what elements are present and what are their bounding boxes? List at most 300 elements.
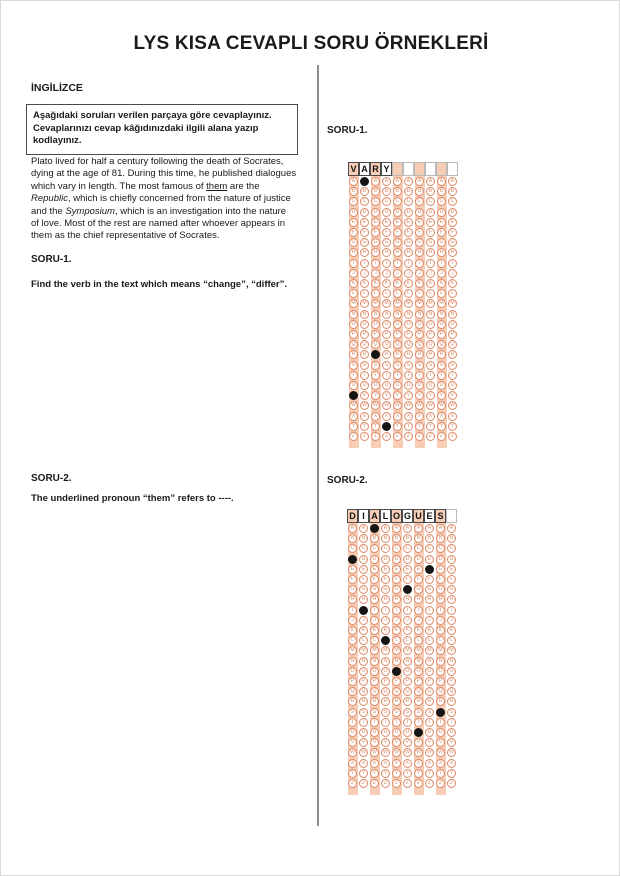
bubble-Q-col6[interactable]: Q [404, 340, 413, 349]
bubble-T-col6[interactable]: T [403, 718, 412, 727]
bubble-F-col2[interactable]: F [359, 575, 368, 584]
bubble-M-col7[interactable]: M [415, 299, 424, 308]
bubble-Z-col3[interactable]: Z [371, 432, 380, 441]
bubble-D-col4[interactable]: D [381, 555, 390, 564]
bubble-W-col10[interactable]: W [448, 401, 457, 410]
bubble-E-col9[interactable]: E [437, 218, 446, 227]
bubble-X-col4[interactable]: X [382, 412, 391, 421]
bubble-C-col5[interactable]: C [393, 197, 402, 206]
bubble-N-col5[interactable]: N [393, 310, 402, 319]
bubble-H-col1[interactable]: H [348, 595, 357, 604]
bubble-G-col1[interactable]: G [348, 585, 357, 594]
bubble-E-col5[interactable]: E [393, 218, 402, 227]
bubble-A-col1[interactable]: A [348, 524, 357, 533]
bubble-W-col3[interactable]: W [370, 748, 379, 757]
bubble-Q-col3[interactable]: Q [371, 340, 380, 349]
bubble-Y-col5[interactable]: Y [392, 769, 401, 778]
bubble-H-col7[interactable]: H [414, 595, 423, 604]
bubble-marked-L-col4[interactable] [381, 636, 390, 645]
bubble-K-col4[interactable]: K [382, 279, 391, 288]
bubble-R-col7[interactable]: R [414, 697, 423, 706]
bubble-D-col2[interactable]: D [359, 555, 368, 564]
bubble-G-col6[interactable]: G [404, 238, 413, 247]
bubble-Y-col7[interactable]: Y [415, 422, 424, 431]
bubble-Q-col6[interactable]: Q [403, 687, 412, 696]
bubble-D-col2[interactable]: D [360, 208, 369, 217]
bubble-marked-A-col2[interactable] [360, 177, 369, 186]
bubble-U-col10[interactable]: U [448, 381, 457, 390]
bubble-C-col10[interactable]: C [448, 197, 457, 206]
bubble-U-col3[interactable]: U [371, 381, 380, 390]
bubble-T-col1[interactable]: T [349, 371, 358, 380]
bubble-Q-col7[interactable]: Q [414, 687, 423, 696]
bubble-I-col5[interactable]: I [393, 259, 402, 268]
bubble-L-col9[interactable]: L [436, 636, 445, 645]
bubble-E-col2[interactable]: E [360, 218, 369, 227]
bubble-I-col4[interactable]: I [382, 259, 391, 268]
bubble-marked-O-col5[interactable] [392, 667, 401, 676]
bubble-E-col10[interactable]: E [447, 565, 456, 574]
bubble-W-col10[interactable]: W [447, 748, 456, 757]
bubble-F-col3[interactable]: F [371, 228, 380, 237]
bubble-B-col3[interactable]: B [371, 187, 380, 196]
bubble-P-col6[interactable]: P [403, 677, 412, 686]
bubble-H-col10[interactable]: H [448, 248, 457, 257]
bubble-A-col6[interactable]: A [403, 524, 412, 533]
bubble-U-col5[interactable]: U [393, 381, 402, 390]
bubble-I-col9[interactable]: I [436, 606, 445, 615]
bubble-Z-col4[interactable]: Z [382, 432, 391, 441]
bubble-T-col4[interactable]: T [381, 718, 390, 727]
bubble-R-col9[interactable]: R [437, 350, 446, 359]
bubble-W-col2[interactable]: W [360, 401, 369, 410]
bubble-X-col4[interactable]: X [381, 759, 390, 768]
bubble-P-col2[interactable]: P [360, 330, 369, 339]
bubble-W-col1[interactable]: W [348, 748, 357, 757]
bubble-K-col8[interactable]: K [426, 279, 435, 288]
bubble-G-col9[interactable]: G [437, 238, 446, 247]
bubble-P-col4[interactable]: P [381, 677, 390, 686]
bubble-Y-col5[interactable]: Y [393, 422, 402, 431]
bubble-G-col8[interactable]: G [426, 238, 435, 247]
bubble-A-col1[interactable]: A [349, 177, 358, 186]
bubble-W-col8[interactable]: W [425, 748, 434, 757]
bubble-R-col6[interactable]: R [403, 697, 412, 706]
bubble-N-col4[interactable]: N [381, 657, 390, 666]
bubble-H-col9[interactable]: H [436, 595, 445, 604]
bubble-K-col2[interactable]: K [360, 279, 369, 288]
bubble-Z-col2[interactable]: Z [360, 432, 369, 441]
bubble-O-col8[interactable]: O [426, 320, 435, 329]
bubble-T-col9[interactable]: T [436, 718, 445, 727]
bubble-J-col6[interactable]: J [403, 616, 412, 625]
bubble-H-col5[interactable]: H [392, 595, 401, 604]
bubble-U-col6[interactable]: U [404, 381, 413, 390]
bubble-W-col7[interactable]: W [414, 748, 423, 757]
bubble-K-col1[interactable]: K [348, 626, 357, 635]
bubble-I-col7[interactable]: I [415, 259, 424, 268]
bubble-H-col2[interactable]: H [360, 248, 369, 257]
bubble-D-col5[interactable]: D [393, 208, 402, 217]
bubble-V-col4[interactable]: V [381, 738, 390, 747]
bubble-X-col9[interactable]: X [437, 412, 446, 421]
bubble-R-col5[interactable]: R [393, 350, 402, 359]
bubble-A-col7[interactable]: A [414, 524, 423, 533]
bubble-C-col1[interactable]: C [348, 544, 357, 553]
bubble-K-col10[interactable]: K [447, 626, 456, 635]
bubble-X-col3[interactable]: X [371, 412, 380, 421]
bubble-L-col7[interactable]: L [414, 636, 423, 645]
bubble-M-col6[interactable]: M [404, 299, 413, 308]
bubble-Q-col8[interactable]: Q [426, 340, 435, 349]
bubble-J-col10[interactable]: J [448, 269, 457, 278]
bubble-R-col7[interactable]: R [415, 350, 424, 359]
bubble-Y-col10[interactable]: Y [448, 422, 457, 431]
bubble-S-col5[interactable]: S [393, 361, 402, 370]
bubble-H-col1[interactable]: H [349, 248, 358, 257]
bubble-C-col8[interactable]: C [425, 544, 434, 553]
bubble-K-col5[interactable]: K [393, 279, 402, 288]
bubble-S-col2[interactable]: S [360, 361, 369, 370]
bubble-D-col6[interactable]: D [403, 555, 412, 564]
bubble-C-col4[interactable]: C [382, 197, 391, 206]
bubble-F-col6[interactable]: F [403, 575, 412, 584]
bubble-M-col8[interactable]: M [426, 299, 435, 308]
bubble-O-col7[interactable]: O [414, 667, 423, 676]
bubble-S-col7[interactable]: S [414, 708, 423, 717]
bubble-P-col9[interactable]: P [436, 677, 445, 686]
bubble-V-col1[interactable]: V [348, 738, 357, 747]
bubble-Z-col7[interactable]: Z [414, 779, 423, 788]
bubble-I-col8[interactable]: I [425, 606, 434, 615]
bubble-U-col1[interactable]: U [348, 728, 357, 737]
bubble-L-col6[interactable]: L [404, 289, 413, 298]
bubble-T-col5[interactable]: T [393, 371, 402, 380]
bubble-E-col8[interactable]: E [426, 218, 435, 227]
bubble-R-col1[interactable]: R [348, 697, 357, 706]
bubble-B-col9[interactable]: B [437, 187, 446, 196]
bubble-Z-col9[interactable]: Z [437, 432, 446, 441]
bubble-B-col3[interactable]: B [370, 534, 379, 543]
bubble-R-col9[interactable]: R [436, 697, 445, 706]
bubble-A-col4[interactable]: A [381, 524, 390, 533]
bubble-A-col7[interactable]: A [415, 177, 424, 186]
bubble-L-col1[interactable]: L [348, 636, 357, 645]
bubble-L-col9[interactable]: L [437, 289, 446, 298]
bubble-U-col5[interactable]: U [392, 728, 401, 737]
bubble-X-col10[interactable]: X [447, 759, 456, 768]
bubble-D-col4[interactable]: D [382, 208, 391, 217]
bubble-V-col10[interactable]: V [447, 738, 456, 747]
bubble-L-col8[interactable]: L [425, 636, 434, 645]
bubble-D-col10[interactable]: D [448, 208, 457, 217]
bubble-E-col6[interactable]: E [404, 218, 413, 227]
bubble-N-col2[interactable]: N [360, 310, 369, 319]
bubble-X-col7[interactable]: X [414, 759, 423, 768]
bubble-G-col10[interactable]: G [447, 585, 456, 594]
bubble-W-col2[interactable]: W [359, 748, 368, 757]
bubble-I-col2[interactable]: I [360, 259, 369, 268]
bubble-X-col5[interactable]: X [392, 759, 401, 768]
bubble-O-col9[interactable]: O [436, 667, 445, 676]
bubble-H-col2[interactable]: H [359, 595, 368, 604]
bubble-A-col6[interactable]: A [404, 177, 413, 186]
bubble-G-col5[interactable]: G [393, 238, 402, 247]
bubble-F-col9[interactable]: F [437, 228, 446, 237]
bubble-T-col8[interactable]: T [425, 718, 434, 727]
bubble-T-col5[interactable]: T [392, 718, 401, 727]
answer-letter-box-Y[interactable]: Y [381, 162, 392, 176]
bubble-Z-col5[interactable]: Z [392, 779, 401, 788]
bubble-V-col6[interactable]: V [404, 391, 413, 400]
bubble-O-col7[interactable]: O [415, 320, 424, 329]
bubble-F-col2[interactable]: F [360, 228, 369, 237]
bubble-G-col5[interactable]: G [392, 585, 401, 594]
answer-letter-box-empty[interactable] [447, 162, 458, 176]
bubble-B-col1[interactable]: B [348, 534, 357, 543]
bubble-C-col7[interactable]: C [415, 197, 424, 206]
bubble-N-col7[interactable]: N [415, 310, 424, 319]
bubble-T-col4[interactable]: T [382, 371, 391, 380]
bubble-A-col5[interactable]: A [393, 177, 402, 186]
bubble-Y-col7[interactable]: Y [414, 769, 423, 778]
answer-letter-box-O[interactable]: O [392, 511, 400, 521]
bubble-A-col4[interactable]: A [382, 177, 391, 186]
bubble-U-col9[interactable]: U [436, 728, 445, 737]
bubble-I-col1[interactable]: I [349, 259, 358, 268]
answer-letter-box-empty[interactable] [425, 162, 436, 176]
bubble-Z-col1[interactable]: Z [348, 779, 357, 788]
bubble-G-col2[interactable]: G [360, 238, 369, 247]
bubble-B-col10[interactable]: B [448, 187, 457, 196]
bubble-B-col9[interactable]: B [436, 534, 445, 543]
bubble-X-col10[interactable]: X [448, 412, 457, 421]
bubble-M-col2[interactable]: M [359, 646, 368, 655]
bubble-G-col9[interactable]: G [436, 585, 445, 594]
bubble-M-col4[interactable]: M [381, 646, 390, 655]
bubble-L-col3[interactable]: L [371, 289, 380, 298]
bubble-P-col6[interactable]: P [404, 330, 413, 339]
bubble-K-col10[interactable]: K [448, 279, 457, 288]
bubble-I-col5[interactable]: I [392, 606, 401, 615]
bubble-X-col8[interactable]: X [425, 759, 434, 768]
bubble-W-col6[interactable]: W [403, 748, 412, 757]
bubble-F-col6[interactable]: F [404, 228, 413, 237]
bubble-C-col3[interactable]: C [370, 544, 379, 553]
bubble-N-col10[interactable]: N [447, 657, 456, 666]
bubble-P-col4[interactable]: P [382, 330, 391, 339]
bubble-V-col4[interactable]: V [382, 391, 391, 400]
bubble-T-col1[interactable]: T [348, 718, 357, 727]
bubble-R-col5[interactable]: R [392, 697, 401, 706]
bubble-W-col4[interactable]: W [382, 401, 391, 410]
bubble-H-col9[interactable]: H [437, 248, 446, 257]
bubble-M-col4[interactable]: M [382, 299, 391, 308]
bubble-marked-I-col2[interactable] [359, 606, 368, 615]
bubble-L-col3[interactable]: L [370, 636, 379, 645]
bubble-C-col9[interactable]: C [436, 544, 445, 553]
bubble-E-col5[interactable]: E [392, 565, 401, 574]
bubble-D-col8[interactable]: D [425, 555, 434, 564]
bubble-M-col3[interactable]: M [370, 646, 379, 655]
bubble-S-col8[interactable]: S [425, 708, 434, 717]
bubble-J-col4[interactable]: J [381, 616, 390, 625]
bubble-Z-col10[interactable]: Z [448, 432, 457, 441]
bubble-G-col3[interactable]: G [371, 238, 380, 247]
bubble-F-col4[interactable]: F [382, 228, 391, 237]
bubble-J-col1[interactable]: J [349, 269, 358, 278]
bubble-Y-col8[interactable]: Y [425, 769, 434, 778]
bubble-O-col10[interactable]: O [448, 320, 457, 329]
bubble-A-col10[interactable]: A [448, 177, 457, 186]
answer-letter-box-R[interactable]: R [370, 162, 381, 176]
bubble-Q-col10[interactable]: Q [448, 340, 457, 349]
bubble-V-col8[interactable]: V [426, 391, 435, 400]
bubble-V-col2[interactable]: V [359, 738, 368, 747]
bubble-L-col6[interactable]: L [403, 636, 412, 645]
bubble-F-col1[interactable]: F [349, 228, 358, 237]
bubble-I-col4[interactable]: I [381, 606, 390, 615]
bubble-B-col5[interactable]: B [393, 187, 402, 196]
bubble-J-col2[interactable]: J [360, 269, 369, 278]
bubble-I-col6[interactable]: I [404, 259, 413, 268]
bubble-M-col10[interactable]: M [447, 646, 456, 655]
bubble-X-col6[interactable]: X [404, 412, 413, 421]
bubble-F-col9[interactable]: F [436, 575, 445, 584]
bubble-T-col3[interactable]: T [370, 718, 379, 727]
bubble-F-col7[interactable]: F [415, 228, 424, 237]
bubble-Q-col4[interactable]: Q [382, 340, 391, 349]
bubble-U-col2[interactable]: U [360, 381, 369, 390]
bubble-O-col6[interactable]: O [404, 320, 413, 329]
bubble-H-col3[interactable]: H [370, 595, 379, 604]
bubble-F-col10[interactable]: F [447, 575, 456, 584]
bubble-A-col8[interactable]: A [426, 177, 435, 186]
bubble-L-col5[interactable]: L [392, 636, 401, 645]
bubble-L-col2[interactable]: L [360, 289, 369, 298]
bubble-R-col10[interactable]: R [448, 350, 457, 359]
bubble-A-col3[interactable]: A [371, 177, 380, 186]
bubble-W-col9[interactable]: W [437, 401, 446, 410]
bubble-V-col3[interactable]: V [370, 738, 379, 747]
bubble-Z-col9[interactable]: Z [436, 779, 445, 788]
bubble-G-col8[interactable]: G [425, 585, 434, 594]
bubble-R-col8[interactable]: R [425, 697, 434, 706]
bubble-U-col10[interactable]: U [447, 728, 456, 737]
bubble-V-col5[interactable]: V [393, 391, 402, 400]
bubble-V-col8[interactable]: V [425, 738, 434, 747]
bubble-S-col3[interactable]: S [370, 708, 379, 717]
bubble-R-col4[interactable]: R [382, 350, 391, 359]
bubble-K-col8[interactable]: K [425, 626, 434, 635]
bubble-Z-col8[interactable]: Z [425, 779, 434, 788]
bubble-Z-col5[interactable]: Z [393, 432, 402, 441]
bubble-D-col3[interactable]: D [370, 555, 379, 564]
answer-letter-box-U[interactable]: U [413, 509, 424, 523]
bubble-R-col6[interactable]: R [404, 350, 413, 359]
bubble-O-col1[interactable]: O [348, 667, 357, 676]
bubble-V-col6[interactable]: V [403, 738, 412, 747]
bubble-Y-col2[interactable]: Y [360, 422, 369, 431]
bubble-J-col5[interactable]: J [393, 269, 402, 278]
bubble-N-col6[interactable]: N [403, 657, 412, 666]
bubble-X-col8[interactable]: X [426, 412, 435, 421]
bubble-V-col7[interactable]: V [415, 391, 424, 400]
bubble-Z-col1[interactable]: Z [349, 432, 358, 441]
bubble-O-col2[interactable]: O [359, 667, 368, 676]
bubble-N-col3[interactable]: N [370, 657, 379, 666]
bubble-J-col9[interactable]: J [437, 269, 446, 278]
bubble-marked-Y-col4[interactable] [382, 422, 391, 431]
bubble-marked-D-col1[interactable] [348, 555, 357, 564]
bubble-marked-S-col9[interactable] [436, 708, 445, 717]
bubble-J-col1[interactable]: J [348, 616, 357, 625]
bubble-D-col3[interactable]: D [371, 208, 380, 217]
bubble-Q-col1[interactable]: Q [349, 340, 358, 349]
bubble-L-col5[interactable]: L [393, 289, 402, 298]
bubble-N-col7[interactable]: N [414, 657, 423, 666]
bubble-K-col7[interactable]: K [415, 279, 424, 288]
bubble-L-col7[interactable]: L [415, 289, 424, 298]
bubble-P-col3[interactable]: P [371, 330, 380, 339]
bubble-P-col7[interactable]: P [414, 677, 423, 686]
bubble-F-col1[interactable]: F [348, 575, 357, 584]
bubble-V-col2[interactable]: V [360, 391, 369, 400]
bubble-S-col1[interactable]: S [348, 708, 357, 717]
bubble-L-col10[interactable]: L [447, 636, 456, 645]
bubble-T-col9[interactable]: T [437, 371, 446, 380]
bubble-S-col9[interactable]: S [437, 361, 446, 370]
answer-letter-box-empty[interactable] [403, 162, 414, 176]
bubble-J-col7[interactable]: J [414, 616, 423, 625]
bubble-Y-col4[interactable]: Y [381, 769, 390, 778]
answer-letter-box-I[interactable]: I [358, 509, 369, 523]
bubble-U-col1[interactable]: U [349, 381, 358, 390]
bubble-O-col2[interactable]: O [360, 320, 369, 329]
bubble-T-col3[interactable]: T [371, 371, 380, 380]
bubble-B-col4[interactable]: B [382, 187, 391, 196]
bubble-E-col6[interactable]: E [403, 565, 412, 574]
bubble-F-col3[interactable]: F [370, 575, 379, 584]
bubble-G-col7[interactable]: G [415, 238, 424, 247]
bubble-F-col4[interactable]: F [381, 575, 390, 584]
bubble-D-col5[interactable]: D [392, 555, 401, 564]
bubble-G-col1[interactable]: G [349, 238, 358, 247]
bubble-E-col7[interactable]: E [415, 218, 424, 227]
bubble-I-col3[interactable]: I [371, 259, 380, 268]
bubble-C-col6[interactable]: C [404, 197, 413, 206]
bubble-C-col3[interactable]: C [371, 197, 380, 206]
bubble-N-col9[interactable]: N [437, 310, 446, 319]
bubble-N-col5[interactable]: N [392, 657, 401, 666]
bubble-D-col7[interactable]: D [415, 208, 424, 217]
bubble-Z-col7[interactable]: Z [415, 432, 424, 441]
bubble-R-col4[interactable]: R [381, 697, 390, 706]
bubble-I-col7[interactable]: I [414, 606, 423, 615]
bubble-T-col2[interactable]: T [359, 718, 368, 727]
bubble-J-col9[interactable]: J [436, 616, 445, 625]
bubble-H-col5[interactable]: H [393, 248, 402, 257]
bubble-R-col2[interactable]: R [359, 697, 368, 706]
bubble-V-col7[interactable]: V [414, 738, 423, 747]
bubble-F-col8[interactable]: F [425, 575, 434, 584]
bubble-X-col5[interactable]: X [393, 412, 402, 421]
bubble-C-col10[interactable]: C [447, 544, 456, 553]
bubble-R-col8[interactable]: R [426, 350, 435, 359]
bubble-D-col10[interactable]: D [447, 555, 456, 564]
bubble-M-col1[interactable]: M [349, 299, 358, 308]
answer-letter-box-E[interactable]: E [424, 509, 435, 523]
